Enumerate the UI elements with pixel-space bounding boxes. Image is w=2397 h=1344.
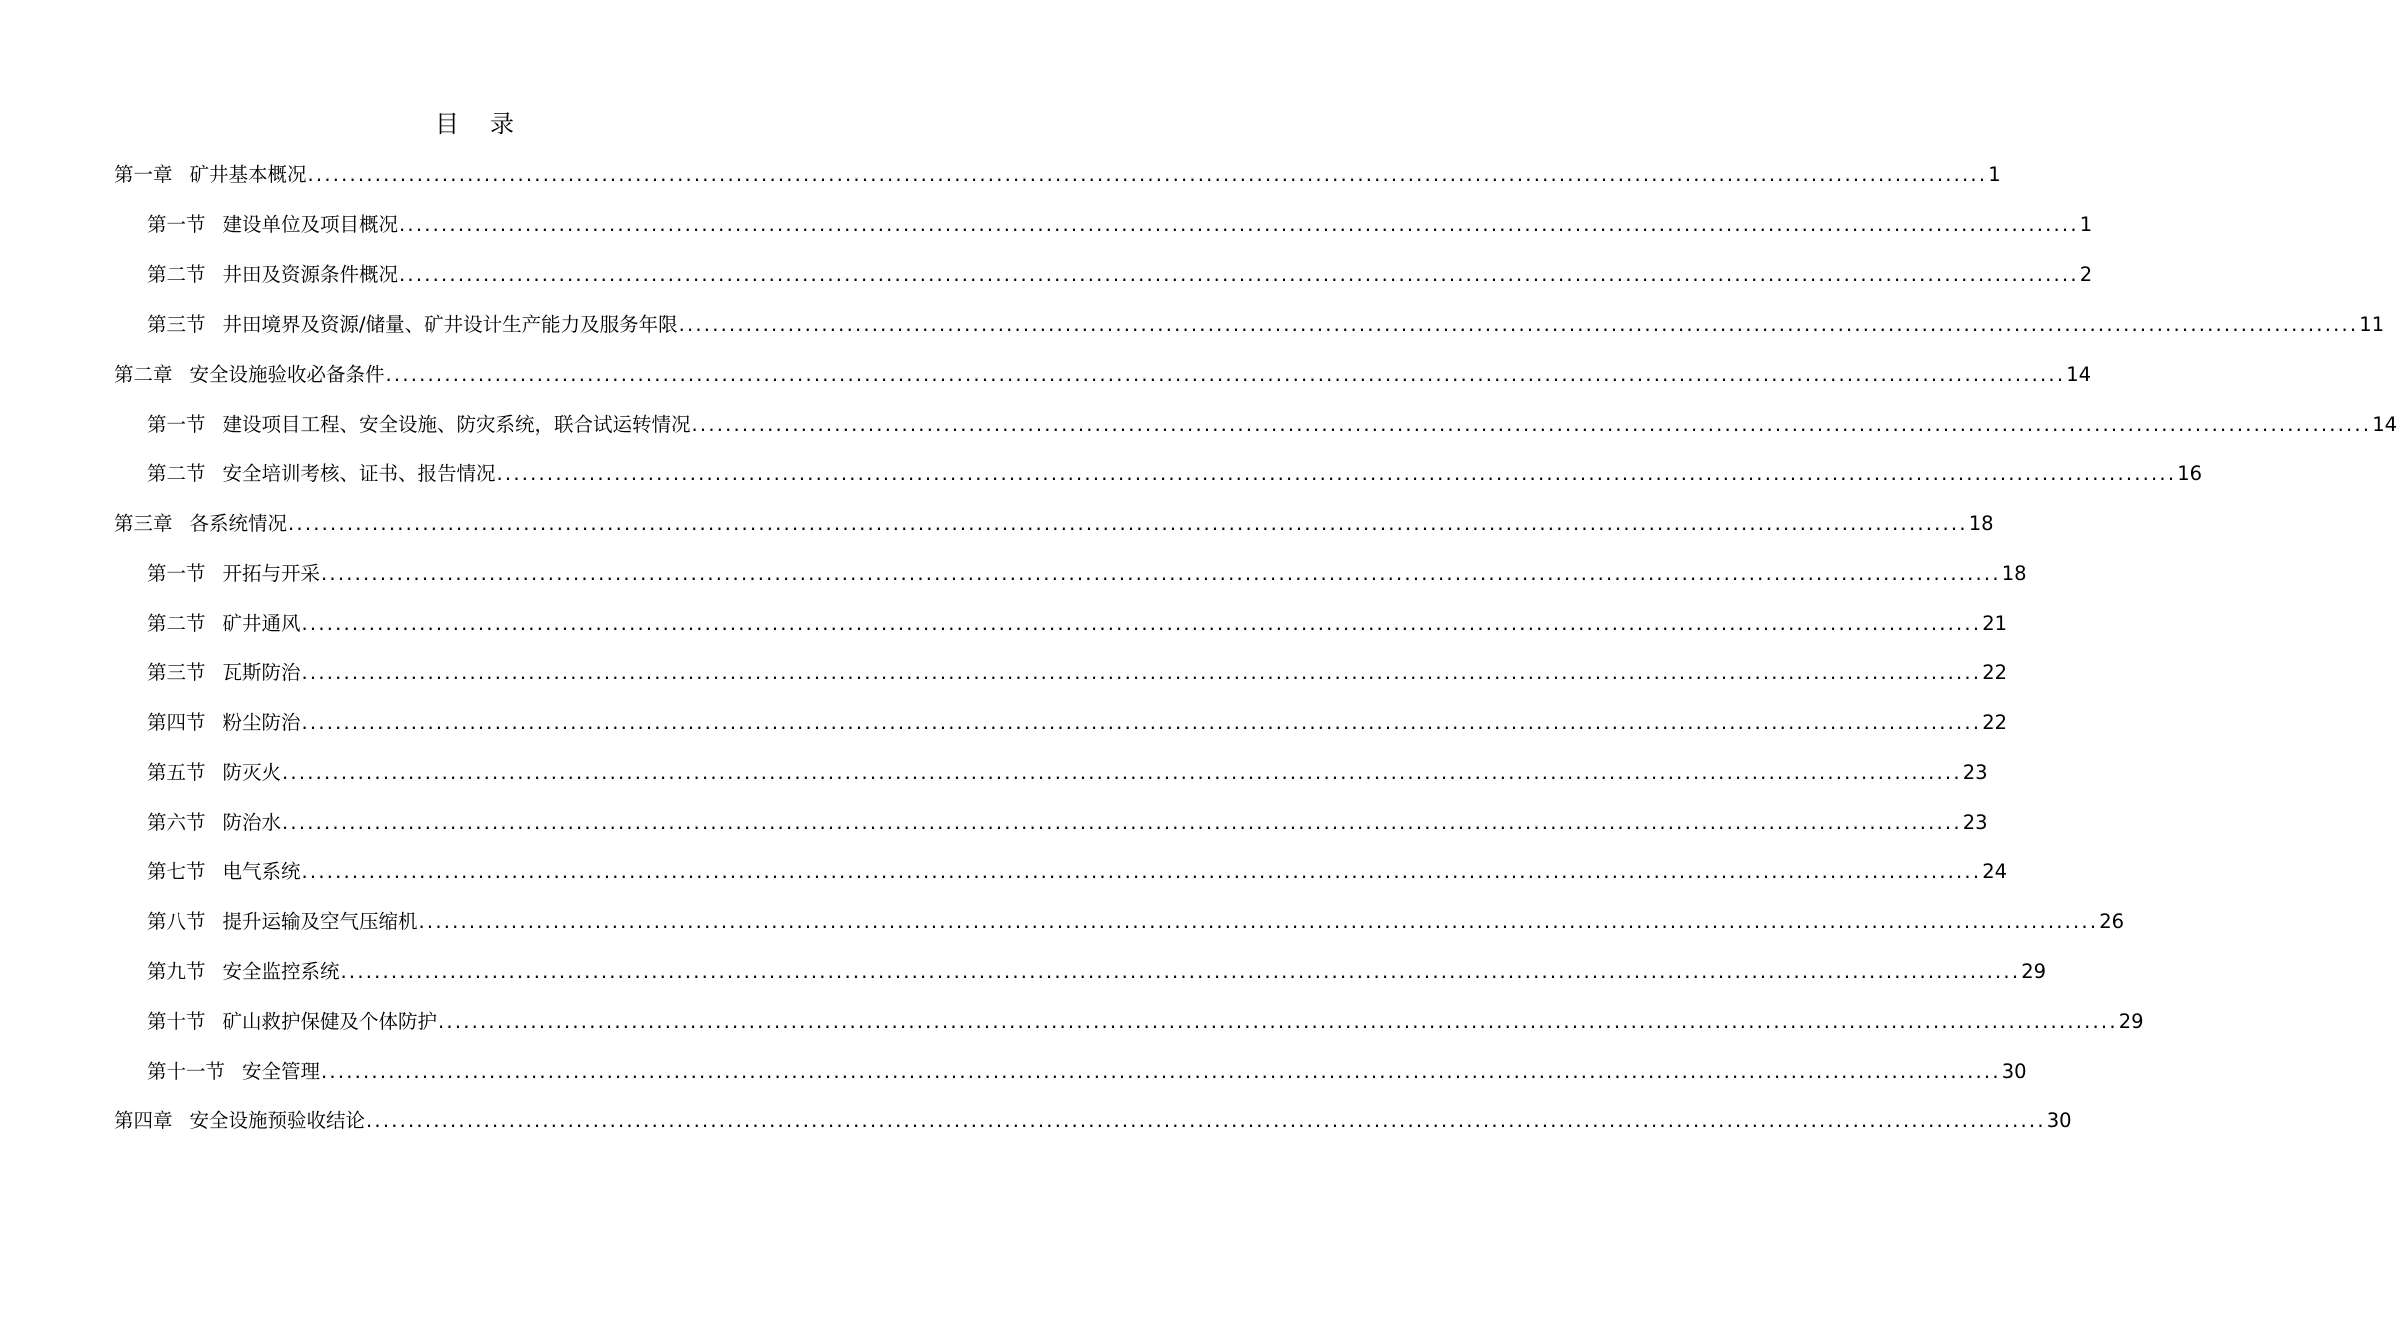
toc-entry-label [147, 607, 301, 641]
toc-entry-label [147, 1055, 320, 1089]
toc-entry-number: 第三节 [147, 313, 206, 336]
toc-section-entry[interactable] [147, 308, 2385, 342]
toc-dot-leader: ........................................................................................................................................................................................................ [288, 512, 1968, 535]
toc-entry-label [114, 1104, 365, 1138]
toc-page-number: 18 [2001, 562, 2027, 585]
toc-page-number: 29 [2118, 1010, 2144, 1033]
toc-entry-text: 瓦斯防治 [222, 661, 301, 684]
toc-page-number: 30 [2046, 1109, 2072, 1132]
toc-entry-label [147, 756, 281, 790]
toc-dot-leader: ........................................................................................................................................................................................................ [438, 1010, 2118, 1033]
toc-entry-number: 第十节 [147, 1010, 206, 1033]
toc-page-number: 26 [2099, 910, 2125, 933]
toc-entry-text: 电气系统 [222, 860, 301, 883]
toc-page-number: 29 [2021, 960, 2047, 983]
toc-entry-number: 第三章 [114, 512, 173, 535]
toc-page-number: 30 [2001, 1060, 2027, 1083]
toc-entry-number: 第二章 [114, 363, 173, 386]
toc-dot-leader: ........................................................................................................................................................................................................ [399, 213, 2079, 236]
toc-dot-leader: ........................................................................................................................................................................................................ [321, 562, 2001, 585]
toc-entry-label [147, 806, 281, 840]
toc-entry-text: 防治水 [222, 811, 282, 834]
toc-entry-label [147, 1005, 437, 1039]
toc-page-number: 22 [1982, 711, 2008, 734]
toc-entry-text: 安全设施预验收结论 [189, 1109, 366, 1132]
toc-dot-leader: ........................................................................................................................................................................................................ [282, 811, 1962, 834]
toc-entry-text: 粉尘防治 [222, 711, 301, 734]
toc-entry-number: 第十一节 [147, 1060, 226, 1083]
toc-entry-text: 建设单位及项目概况 [222, 213, 399, 236]
toc-section-entry[interactable] [147, 706, 2008, 740]
toc-entry-number: 第一节 [147, 413, 206, 436]
toc-entry-text: 井田及资源条件概况 [222, 263, 399, 286]
toc-entry-text: 开拓与开采 [222, 562, 321, 585]
toc-dot-leader: ........................................................................................................................................................................................................ [385, 363, 2066, 386]
toc-title-right: 录 [490, 110, 515, 138]
toc-entry-label [147, 706, 301, 740]
toc-entry-number: 第四节 [147, 711, 206, 734]
toc-entry-label [114, 158, 307, 192]
toc-section-entry[interactable] [147, 557, 2027, 591]
toc-dot-leader: ........................................................................................................................................................................................................ [418, 910, 2099, 933]
toc-section-entry[interactable] [147, 855, 2008, 889]
toc-entry-number: 第六节 [147, 811, 206, 834]
toc-section-entry[interactable] [147, 955, 2047, 989]
toc-chapter-entry[interactable] [114, 358, 2092, 392]
toc-entry-number: 第五节 [147, 761, 206, 784]
toc-entry-label [147, 855, 301, 889]
toc-dot-leader: ........................................................................................................................................................................................................ [399, 263, 2079, 286]
toc-entry-number: 第二节 [147, 462, 206, 485]
toc-dot-leader: ........................................................................................................................................................................................................ [496, 462, 2177, 485]
toc-entry-number: 第九节 [147, 960, 206, 983]
toc-chapter-entry[interactable] [114, 1104, 2072, 1138]
toc-chapter-entry[interactable] [114, 158, 2001, 192]
toc-dot-leader: ........................................................................................................................................................................................................ [307, 163, 1988, 186]
toc-section-entry[interactable] [147, 656, 2008, 690]
toc-entry-text: 矿井通风 [222, 612, 301, 635]
toc-entry-number: 第一节 [147, 562, 206, 585]
toc-page-number: 24 [1982, 860, 2008, 883]
toc-section-entry[interactable] [147, 905, 2125, 939]
toc-entry-text: 建设项目工程、安全设施、防灾系统，联合试运转情况 [222, 413, 691, 436]
toc-title-left: 目 [435, 110, 460, 138]
toc-section-entry[interactable] [147, 208, 2093, 242]
toc-entry-label [147, 905, 418, 939]
toc-chapter-entry[interactable] [114, 507, 1994, 541]
toc-entry-text: 防灭火 [222, 761, 282, 784]
toc-dot-leader: ........................................................................................................................................................................................................ [691, 413, 2372, 436]
toc-entry-label [147, 955, 340, 989]
toc-dot-leader: ........................................................................................................................................................................................................ [301, 711, 1982, 734]
toc-entry-label [147, 457, 496, 491]
toc-page-number: 23 [1962, 811, 1988, 834]
toc-dot-leader: ........................................................................................................................................................................................................ [301, 860, 1982, 883]
toc-entry-label [147, 557, 320, 591]
toc-entry-label [114, 358, 385, 392]
toc-entry-label [147, 258, 398, 292]
toc-entry-text: 安全培训考核、证书、报告情况 [222, 462, 496, 485]
toc-entry-text: 安全监控系统 [222, 960, 340, 983]
toc-section-entry[interactable] [147, 1055, 2027, 1089]
toc-entry-number: 第八节 [147, 910, 206, 933]
toc-entry-number: 第三节 [147, 661, 206, 684]
toc-entry-text: 井田境界及资源/储量、矿井设计生产能力及服务年限 [222, 313, 678, 336]
toc-page-number: 16 [2177, 462, 2203, 485]
toc-dot-leader: ........................................................................................................................................................................................................ [678, 313, 2359, 336]
toc-entry-text: 矿山救护保健及个体防护 [222, 1010, 438, 1033]
toc-page-number: 1 [2079, 213, 2093, 236]
toc-page-number: 18 [1968, 512, 1994, 535]
toc-entry-number: 第四章 [114, 1109, 173, 1132]
toc-dot-leader: ........................................................................................................................................................................................................ [340, 960, 2021, 983]
toc-section-entry[interactable] [147, 1005, 2144, 1039]
toc-entry-number: 第二节 [147, 263, 206, 286]
toc-entry-label [147, 656, 301, 690]
toc-page-number: 23 [1962, 761, 1988, 784]
toc-page-number: 14 [2066, 363, 2092, 386]
toc-page-number: 2 [2079, 263, 2093, 286]
toc-dot-leader: ........................................................................................................................................................................................................ [301, 612, 1982, 635]
toc-section-entry[interactable] [147, 756, 1988, 790]
toc-entry-text: 矿井基本概况 [189, 163, 307, 186]
toc-page-number: 21 [1982, 612, 2008, 635]
toc-title [0, 108, 950, 140]
toc-entry-text: 安全管理 [242, 1060, 321, 1083]
toc-entry-number: 第二节 [147, 612, 206, 635]
toc-section-entry[interactable] [147, 408, 2397, 442]
toc-dot-leader: ........................................................................................................................................................................................................ [321, 1060, 2001, 1083]
toc-entry-label [147, 208, 398, 242]
toc-section-entry[interactable] [147, 806, 1988, 840]
toc-entry-text: 安全设施验收必备条件 [189, 363, 385, 386]
toc-page-number: 22 [1982, 661, 2008, 684]
toc-entry-text: 提升运输及空气压缩机 [222, 910, 418, 933]
toc-dot-leader: ........................................................................................................................................................................................................ [366, 1109, 2046, 1132]
toc-entry-label [147, 408, 691, 442]
toc-entry-text: 各系统情况 [189, 512, 288, 535]
toc-entry-number: 第一章 [114, 163, 173, 186]
toc-entry-number: 第七节 [147, 860, 206, 883]
toc-entry-number: 第一节 [147, 213, 206, 236]
toc-page-number: 14 [2372, 413, 2397, 436]
toc-section-entry[interactable] [147, 258, 2093, 292]
toc-entry-label [147, 308, 678, 342]
toc-entry-label [114, 507, 287, 541]
toc-section-entry[interactable] [147, 607, 2008, 641]
toc-page-number: 11 [2359, 313, 2385, 336]
toc-dot-leader: ........................................................................................................................................................................................................ [301, 661, 1982, 684]
toc-section-entry[interactable] [147, 457, 2203, 491]
toc-dot-leader: ........................................................................................................................................................................................................ [282, 761, 1962, 784]
toc-page-number: 1 [1988, 163, 2001, 186]
